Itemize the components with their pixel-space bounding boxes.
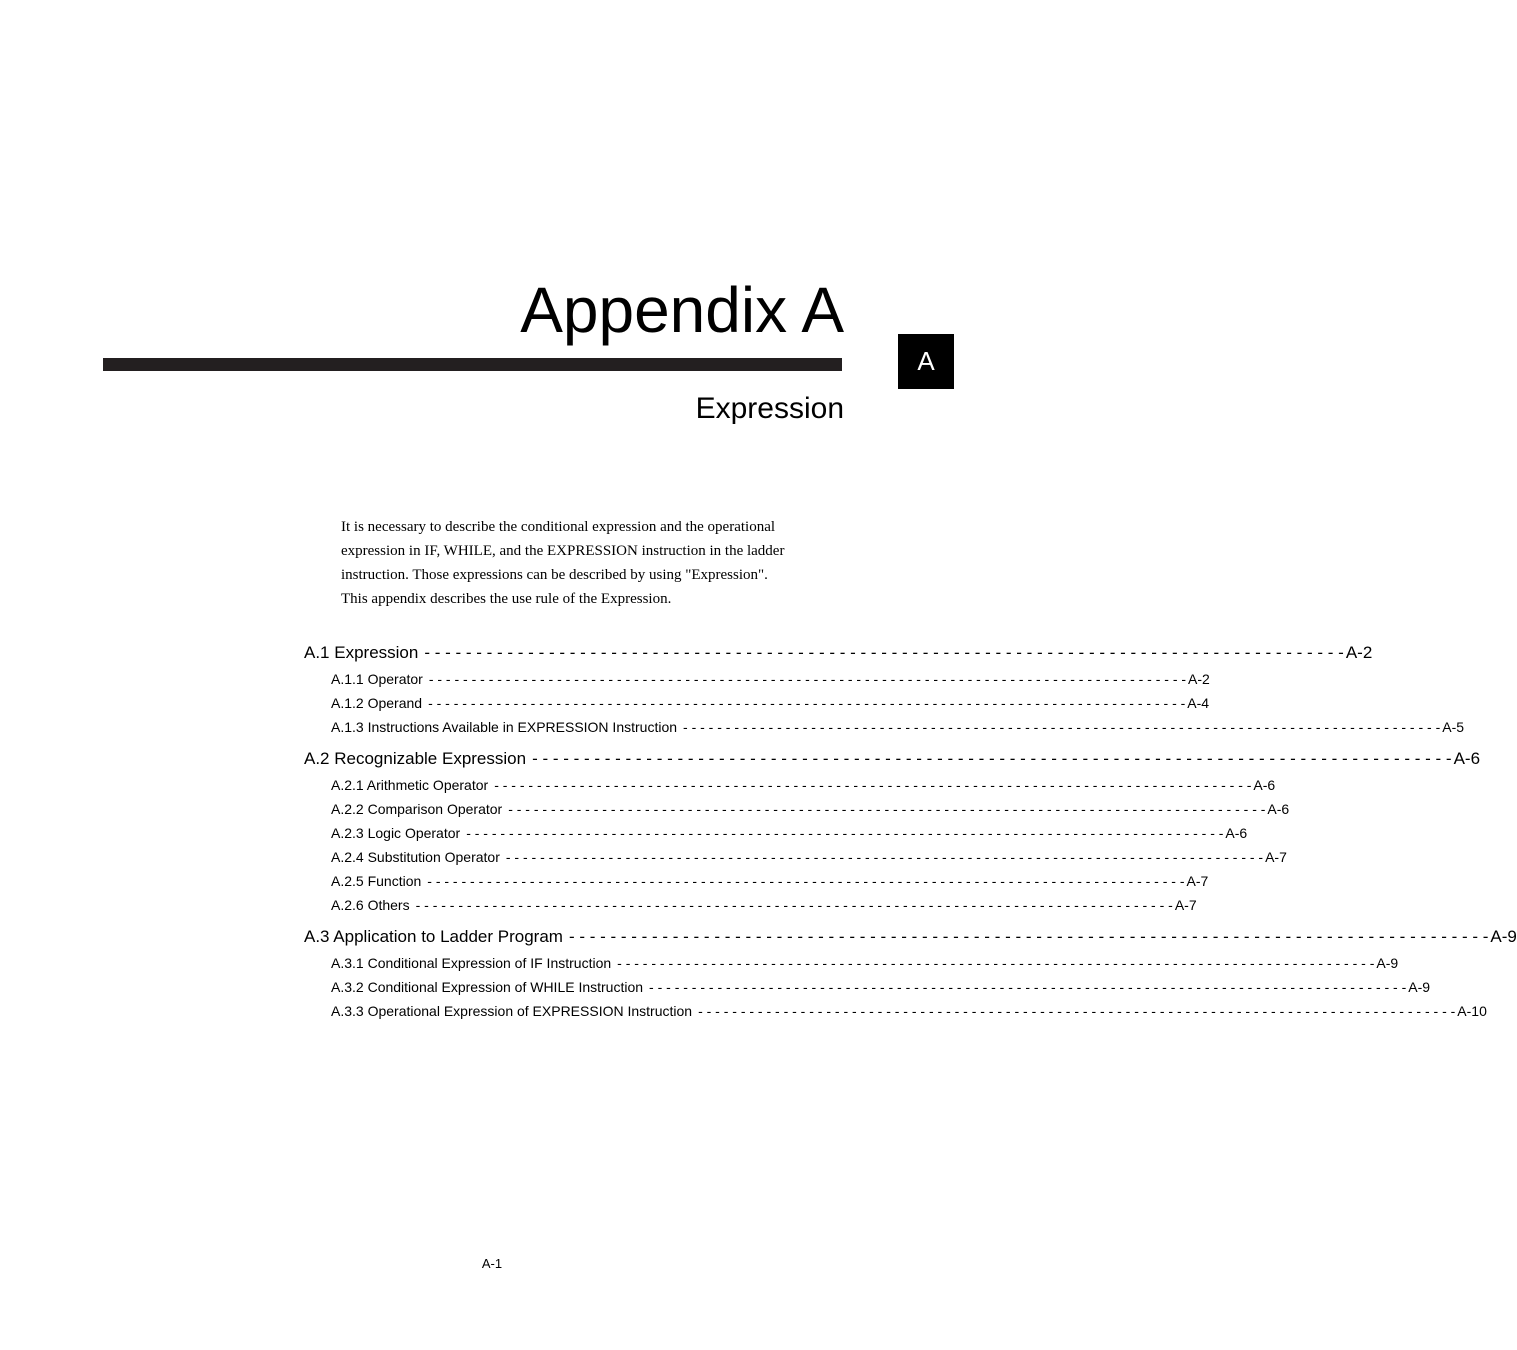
toc-entry-a3[interactable] bbox=[304, 925, 1517, 949]
toc-entry-label: A.2.2 Comparison Operator bbox=[331, 801, 503, 817]
toc-entry-page: A-2 bbox=[1345, 643, 1373, 662]
toc-dot-leader: - - - - - - - - - - - - - - - - - - - - - - - - - - - - - - - - - - - - - - - - - - - - - - - - - - - - - - - - - - - - - - - - - - - - - - - - - - - - - - - - - - - - - - - - - bbox=[415, 897, 1173, 913]
toc-entry-label: A.2.4 Substitution Operator bbox=[331, 849, 500, 865]
toc-entry-label: A.3.1 Conditional Expression of IF Instruction bbox=[331, 955, 612, 971]
toc-entry-label: A.3 Application to Ladder Program bbox=[304, 927, 563, 946]
toc-entry-page: A-2 bbox=[1188, 671, 1210, 687]
toc-entry-page: A-9 bbox=[1376, 955, 1399, 971]
toc-entry-a2-4[interactable] bbox=[331, 847, 1287, 867]
toc-entry-label: A.3.3 Operational Expression of EXPRESSION Instruction bbox=[331, 1003, 693, 1019]
toc-entry-label: A.3.2 Conditional Expression of WHILE Instruction bbox=[331, 979, 644, 995]
toc-entry-page: A-6 bbox=[1253, 777, 1276, 793]
toc-entry-a1-2[interactable] bbox=[331, 693, 1210, 713]
toc-entry-page: A-7 bbox=[1174, 897, 1197, 913]
toc-entry-a2-5[interactable] bbox=[331, 871, 1209, 891]
toc-dot-leader: - - - - - - - - - - - - - - - - - - - - - - - - - - - - - - - - - - - - - - - - - - - - - - - - - - - - - - - - - - - - - - - - - - - - - - - - - - - - - - - - - - - - - - - - - bbox=[427, 873, 1185, 889]
toc-dot-leader: - - - - - - - - - - - - - - - - - - - - - - - - - - - - - - - - - - - - - - - - - - - - - - - - - - - - - - - - - - - - - - - - - - - - - - - - - - - - - - - - - - - - - - - - - bbox=[649, 979, 1407, 995]
toc-entry-page: A-4 bbox=[1187, 695, 1210, 711]
toc-entry-page: A-7 bbox=[1265, 849, 1287, 865]
toc-entry-a2-3[interactable] bbox=[331, 823, 1248, 843]
toc-entry-page: A-6 bbox=[1453, 749, 1481, 768]
toc-entry-a3-3[interactable] bbox=[331, 1001, 1487, 1021]
toc-entry-label: A.2.1 Arithmetic Operator bbox=[331, 777, 489, 793]
toc-dot-leader: - - - - - - - - - - - - - - - - - - - - - - - - - - - - - - - - - - - - - - - - - - - - - - - - - - - - - - - - - - - - - - - - - - - - - - - - - - - - - - - - - - - - - - - - - bbox=[494, 777, 1252, 793]
toc-entry-page: A-10 bbox=[1457, 1003, 1487, 1019]
toc-entry-a2-2[interactable] bbox=[331, 799, 1290, 819]
toc-entry-a3-1[interactable] bbox=[331, 953, 1399, 973]
toc-dot-leader: - - - - - - - - - - - - - - - - - - - - - - - - - - - - - - - - - - - - - - - - - - - - - - - - - - - - - - - - - - - - - - - - - - - - - - - - - - - - - - - - - - - - - - - - - bbox=[428, 671, 1187, 687]
toc-entry-label: A.1.3 Instructions Available in EXPRESSION Instruction bbox=[331, 719, 678, 735]
toc-dot-leader: - - - - - - - - - - - - - - - - - - - - - - - - - - - - - - - - - - - - - - - - - - - - - - - - - - - - - - - - - - - - - - - - - - - - - - - - - - - - - - - - - - - - - - - - - bbox=[568, 927, 1489, 946]
toc-entry-a2-6[interactable] bbox=[331, 895, 1197, 915]
toc-dot-leader: - - - - - - - - - - - - - - - - - - - - - - - - - - - - - - - - - - - - - - - - - - - - - - - - - - - - - - - - - - - - - - - - - - - - - - - - - - - - - - - - - - - - - - - - - bbox=[617, 955, 1375, 971]
toc-dot-leader: - - - - - - - - - - - - - - - - - - - - - - - - - - - - - - - - - - - - - - - - - - - - - - - - - - - - - - - - - - - - - - - - - - - - - - - - - - - - - - - - - - - - - - - - - bbox=[424, 643, 1344, 662]
toc-entry-page: A-9 bbox=[1408, 979, 1431, 995]
toc-dot-leader: - - - - - - - - - - - - - - - - - - - - - - - - - - - - - - - - - - - - - - - - - - - - - - - - - - - - - - - - - - - - - - - - - - - - - - - - - - - - - - - - - - - - - - - - - bbox=[698, 1003, 1456, 1019]
toc-dot-leader: - - - - - - - - - - - - - - - - - - - - - - - - - - - - - - - - - - - - - - - - - - - - - - - - - - - - - - - - - - - - - - - - - - - - - - - - - - - - - - - - - - - - - - - - - bbox=[508, 801, 1266, 817]
toc-entry-label: A.1.1 Operator bbox=[331, 671, 423, 687]
intro-paragraph bbox=[341, 515, 841, 611]
toc-entry-page: A-7 bbox=[1186, 873, 1209, 889]
toc-entry-a2-1[interactable] bbox=[331, 775, 1276, 795]
intro-line: This appendix describes the use rule of the Expression. bbox=[341, 591, 672, 607]
toc-entry-label: A.2 Recognizable Expression bbox=[304, 749, 527, 768]
chapter-tab: A bbox=[898, 334, 954, 389]
toc-entry-a1[interactable] bbox=[304, 641, 1373, 665]
toc-entry-a3-2[interactable] bbox=[331, 977, 1431, 997]
toc-entry-label: A.1 Expression bbox=[304, 643, 419, 662]
toc-dot-leader: - - - - - - - - - - - - - - - - - - - - - - - - - - - - - - - - - - - - - - - - - - - - - - - - - - - - - - - - - - - - - - - - - - - - - - - - - - - - - - - - - - - - - - - - - bbox=[532, 749, 1452, 768]
appendix-title: Appendix A bbox=[520, 274, 844, 346]
intro-line: instruction. Those expressions can be described by using "Expression". bbox=[341, 567, 768, 583]
toc-entry-a2[interactable] bbox=[304, 747, 1481, 771]
toc-entry-page: A-5 bbox=[1442, 719, 1465, 735]
toc-dot-leader: - - - - - - - - - - - - - - - - - - - - - - - - - - - - - - - - - - - - - - - - - - - - - - - - - - - - - - - - - - - - - - - - - - - - - - - - - - - - - - - - - - - - - - - - - bbox=[428, 695, 1186, 711]
toc-entry-label: A.2.5 Function bbox=[331, 873, 422, 889]
toc-dot-leader: - - - - - - - - - - - - - - - - - - - - - - - - - - - - - - - - - - - - - - - - - - - - - - - - - - - - - - - - - - - - - - - - - - - - - - - - - - - - - - - - - - - - - - - - - bbox=[466, 825, 1224, 841]
intro-line: It is necessary to describe the conditional expression and the operational bbox=[341, 519, 776, 535]
toc-entry-label: A.2.3 Logic Operator bbox=[331, 825, 461, 841]
toc-dot-leader: - - - - - - - - - - - - - - - - - - - - - - - - - - - - - - - - - - - - - - - - - - - - - - - - - - - - - - - - - - - - - - - - - - - - - - - - - - - - - - - - - - - - - - - - - bbox=[683, 719, 1441, 735]
intro-line: expression in IF, WHILE, and the EXPRESSION instruction in the ladder bbox=[341, 543, 785, 559]
page-number: A-1 bbox=[481, 1256, 503, 1271]
toc-entry-label: A.1.2 Operand bbox=[331, 695, 423, 711]
toc-entry-label: A.2.6 Others bbox=[331, 897, 410, 913]
toc-entry-a1-3[interactable] bbox=[331, 717, 1465, 737]
toc-entry-page: A-6 bbox=[1267, 801, 1290, 817]
toc-entry-page: A-9 bbox=[1490, 927, 1517, 946]
toc-dot-leader: - - - - - - - - - - - - - - - - - - - - - - - - - - - - - - - - - - - - - - - - - - - - - - - - - - - - - - - - - - - - - - - - - - - - - - - - - - - - - - - - - - - - - - - - - bbox=[505, 849, 1264, 865]
toc-entry-page: A-6 bbox=[1225, 825, 1248, 841]
appendix-subtitle: Expression bbox=[695, 392, 844, 425]
toc-entry-a1-1[interactable] bbox=[331, 669, 1210, 689]
title-divider bbox=[103, 358, 842, 371]
